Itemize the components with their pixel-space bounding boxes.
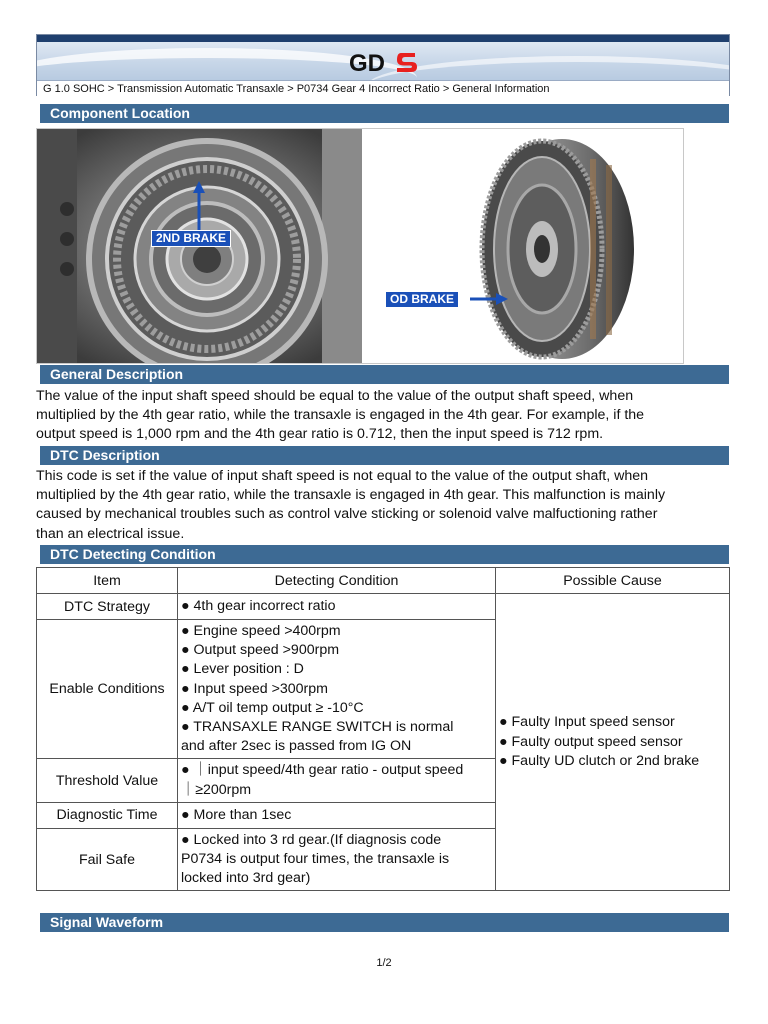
possible-cause-line: ● Faulty Input speed sensor <box>499 714 675 731</box>
page-number: 1/2 <box>376 957 392 969</box>
row-item-threshold-value: Threshold Value <box>37 759 178 802</box>
header-banner <box>37 42 729 80</box>
possible-cause-line: ● Faulty output speed sensor <box>499 733 683 750</box>
section-dtc-detecting-condition: DTC Detecting Condition <box>40 545 729 564</box>
condition-line: ● TRANSAXLE RANGE SWITCH is normal <box>181 719 454 736</box>
condition-line: ● ｜input speed/4th gear ratio - output speed <box>181 762 464 779</box>
gds-logo <box>349 50 419 74</box>
row-condition <box>178 594 496 620</box>
od-brake-photo <box>362 129 683 363</box>
component-photos <box>36 128 684 364</box>
row-item-dtc-strategy: DTC Strategy <box>37 594 178 620</box>
row-condition <box>178 620 496 759</box>
condition-line: ● Output speed >900rpm <box>181 642 340 659</box>
dtc-description-line: caused by mechanical troubles such as control valve sticking or solenoid valve malfuctioning rather <box>36 506 658 523</box>
dtc-description-line: multiplied by the 4th gear ratio, while the transaxle is engaged in 4th gear. This malfunction is mainly <box>36 487 666 504</box>
row-item-enable-conditions: Enable Conditions <box>37 620 178 759</box>
row-item-diagnostic-time: Diagnostic Time <box>37 802 178 828</box>
possible-causes-cell <box>496 594 730 891</box>
label-2nd-brake: 2ND BRAKE <box>151 230 231 247</box>
section-component-location: Component Location <box>40 104 729 123</box>
dtc-description-line: than an electrical issue. <box>36 525 185 542</box>
transaxle-case-photo <box>37 129 362 363</box>
breadcrumb: G 1.0 SOHC > Transmission Automatic Transaxle > P0734 Gear 4 Incorrect Ratio > General Information <box>37 80 729 96</box>
column-header-item: Item <box>37 568 178 594</box>
dtc-description-text <box>36 467 730 544</box>
table-header-row <box>37 568 730 594</box>
page-header <box>36 34 730 96</box>
condition-line: ● Lever position : D <box>181 661 304 678</box>
dtc-detecting-condition-table <box>36 567 730 891</box>
condition-line: ● Locked into 3 rd gear.(If diagnosis code <box>181 831 442 848</box>
column-header-detecting-condition: Detecting Condition <box>178 568 496 594</box>
condition-line: ● A/T oil temp output ≥ -10°C <box>181 699 364 716</box>
svg-text:GD: GD <box>349 50 385 74</box>
row-item-fail-safe: Fail Safe <box>37 828 178 891</box>
header-top-bar <box>37 35 729 42</box>
row-condition <box>178 828 496 891</box>
label-od-brake: OD BRAKE <box>385 291 459 308</box>
condition-line: and after 2sec is passed from IG ON <box>181 738 412 755</box>
condition-line: ｜≥200rpm <box>181 781 252 798</box>
section-dtc-description: DTC Description <box>40 446 729 465</box>
dtc-description-line: This code is set if the value of input shaft speed is not equal to the value of the output shaft, when <box>36 468 649 484</box>
possible-cause-line: ● Faulty UD clutch or 2nd brake <box>499 752 700 769</box>
section-general-description: General Description <box>40 365 729 384</box>
general-description-text <box>36 387 730 445</box>
condition-line: ● 4th gear incorrect ratio <box>181 597 336 614</box>
general-description-line: output speed is 1,000 rpm and the 4th gear ratio is 0.712, then the input speed is 712 rpm. <box>36 426 604 443</box>
section-signal-waveform: Signal Waveform <box>40 913 729 932</box>
condition-line: ● Engine speed >400rpm <box>181 623 341 639</box>
condition-line: ● More than 1sec <box>181 806 292 823</box>
table-row <box>37 594 730 620</box>
condition-line: locked into 3rd gear) <box>181 870 311 887</box>
condition-line: ● Input speed >300rpm <box>181 680 328 697</box>
row-condition <box>178 802 496 828</box>
row-condition <box>178 759 496 802</box>
general-description-line: The value of the input shaft speed should be equal to the value of the output shaft speed, when <box>36 388 634 404</box>
column-header-possible-cause: Possible Cause <box>496 568 730 594</box>
condition-line: P0734 is output four times, the transaxle is <box>181 851 450 868</box>
general-description-line: multiplied by the 4th gear ratio, while the transaxle is engaged in the 4th gear. For example, if the <box>36 407 645 424</box>
